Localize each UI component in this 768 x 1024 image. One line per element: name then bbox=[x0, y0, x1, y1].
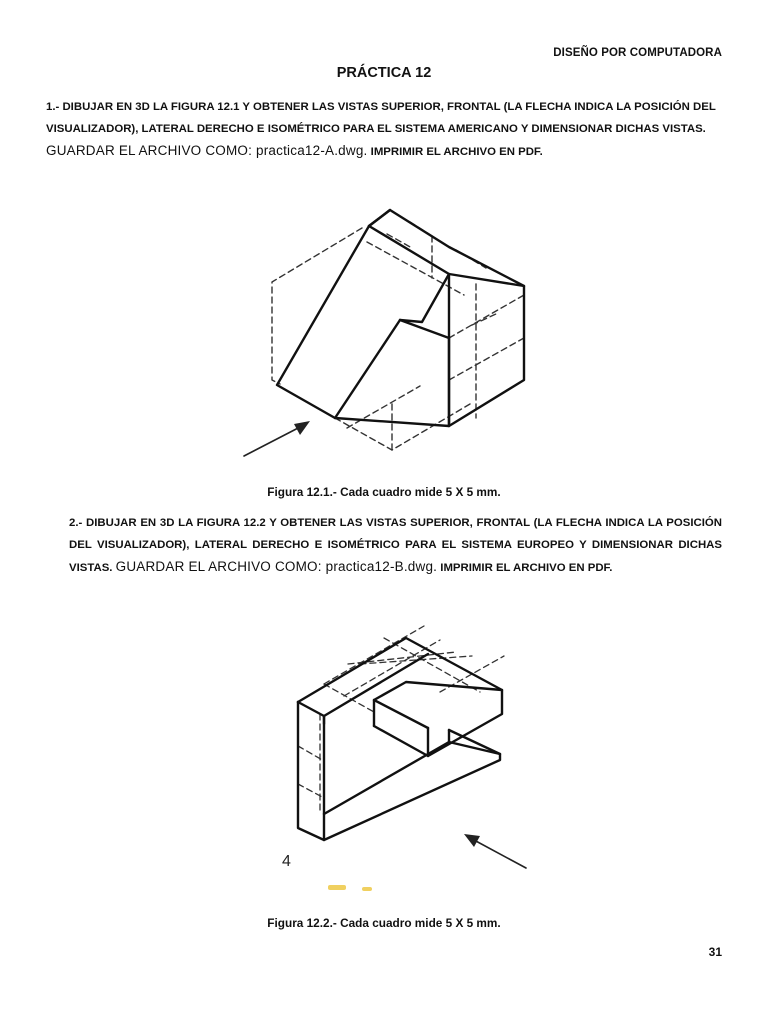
exercise-1-save-as: GUARDAR EL ARCHIVO COMO: practica12-A.dwg. bbox=[46, 143, 368, 158]
exercise-2-print: IMPRIMIR EL ARCHIVO EN PDF. bbox=[437, 562, 613, 574]
figure-12-1 bbox=[242, 190, 526, 470]
exercise-1-text: 1.- DIBUJAR EN 3D LA FIGURA 12.1 Y OBTENER LAS VISTAS SUPERIOR, FRONTAL (LA FLECHA INDICA LA POSICIÓN DEL VISUALIZADOR), LATERAL DERECHO E ISOMÉTRICO PARA EL SISTEMA AMERICANO Y DIMENSIONAR DICHAS VISTAS. bbox=[46, 101, 716, 135]
figure-12-1-caption: Figura 12.1.- Cada cuadro mide 5 X 5 mm. bbox=[267, 485, 501, 499]
exercise-1-instructions bbox=[46, 96, 726, 163]
yellow-marks bbox=[328, 885, 372, 891]
viewer-arrow bbox=[244, 421, 310, 456]
page-number: 31 bbox=[708, 945, 722, 959]
hidden-lines bbox=[272, 222, 524, 450]
page-title: PRÁCTICA 12 bbox=[336, 65, 432, 81]
figure-12-2-drawing bbox=[244, 604, 528, 904]
exercise-2-save-as: GUARDAR EL ARCHIVO COMO: practica12-B.dwg. bbox=[115, 559, 438, 574]
exercise-1-print: IMPRIMIR EL ARCHIVO EN PDF. bbox=[367, 146, 543, 158]
visible-lines bbox=[298, 638, 502, 840]
figure-12-1-drawing bbox=[242, 190, 526, 470]
figure-12-2-caption: Figura 12.2.- Cada cuadro mide 5 X 5 mm. bbox=[267, 916, 501, 930]
header-course: DISEÑO POR COMPUTADORA bbox=[553, 47, 722, 59]
hidden-lines bbox=[298, 626, 504, 814]
exercise-2-text: 2.- DIBUJAR EN 3D LA FIGURA 12.2 Y OBTENER LAS VISTAS SUPERIOR, FRONTAL (LA FLECHA INDICA LA POSICIÓN DEL VISUALIZADOR), LATERAL DERECHO E ISOMÉTRICO PARA EL SISTEMA EUROPEO Y DIMENSIONAR DICHAS VISTAS. bbox=[69, 517, 722, 574]
exercise-2-instructions bbox=[69, 512, 722, 579]
figure-12-2-label: 4 bbox=[282, 853, 291, 870]
viewer-arrow bbox=[464, 834, 526, 868]
figure-12-2 bbox=[244, 604, 528, 904]
